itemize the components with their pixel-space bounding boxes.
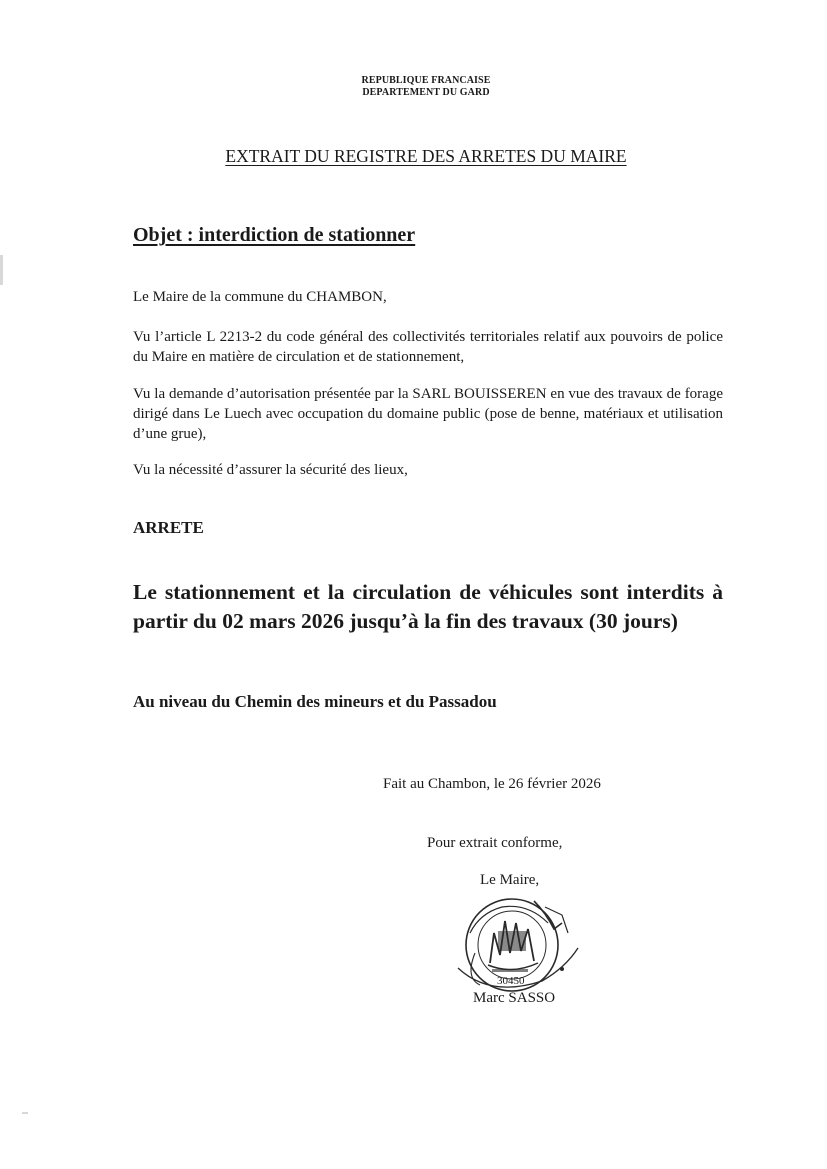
signatory-name: Marc SASSO [473, 990, 556, 1006]
preamble-vu-article: Vu l’article L 2213-2 du code général des collectivités territoriales relatif aux pouvoirs de police du Maire en matière de circulation et de stationnement, [133, 329, 723, 365]
subject-heading: Objet : interdiction de stationner [133, 224, 416, 246]
document-title: EXTRAIT DU REGISTRE DES ARRETES DU MAIRE [225, 146, 627, 166]
header-republic: REPUBLIQUE FRANCAISE [361, 75, 491, 86]
preamble-vu-request: Vu la demande d’autorisation présentée par la SARL BOUISSEREN en vue des travaux de forage dirigé dans Le Luech avec occupation du domaine public (pose de benne, matériaux et utilisation d’une grue), [133, 386, 723, 442]
location-text: Au niveau du Chemin des mineurs et du Passadou [133, 692, 497, 711]
preamble-vu-safety: Vu la nécessité d’assurer la sécurité des lieux, [133, 462, 408, 478]
signatory-role: Le Maire, [480, 872, 540, 888]
scan-edge-mark [0, 255, 3, 285]
place-date: Fait au Chambon, le 26 février 2026 [383, 776, 601, 792]
stamp-postcode: 30450 [497, 975, 525, 987]
arrete-label: ARRETE [133, 518, 204, 537]
decision-text: Le stationnement et la circulation de véhicules sont interdits à partir du 02 mars 2026 jusqu’à la fin des travaux (30 jours) [133, 580, 723, 633]
preamble-mayor: Le Maire de la commune du CHAMBON, [133, 289, 387, 305]
header-department: DEPARTEMENT DU GARD [362, 87, 490, 98]
scan-edge-mark [22, 1112, 28, 1114]
certified-copy: Pour extrait conforme, [427, 835, 563, 851]
